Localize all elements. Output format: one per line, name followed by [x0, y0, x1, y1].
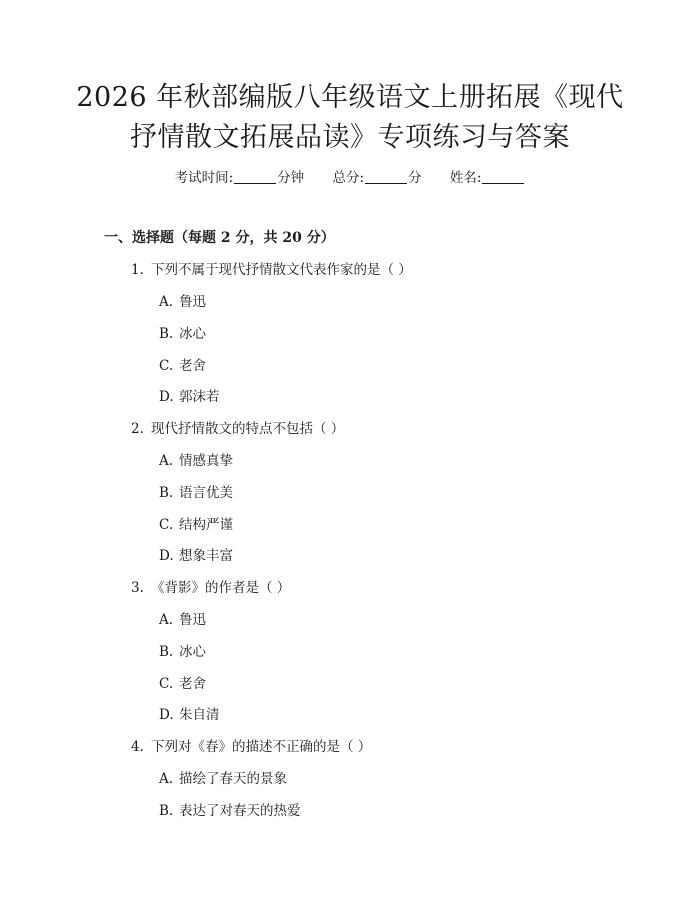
question-text: 现代抒情散文的特点不包括（ ） [151, 421, 345, 437]
question-2 [131, 419, 344, 439]
option-item [159, 356, 206, 376]
option-item [159, 705, 220, 725]
option-letter: B. [159, 644, 174, 660]
option-text: 想象丰富 [179, 548, 233, 564]
option-text: 郭沫若 [179, 389, 220, 405]
exam-time-blank [234, 183, 276, 184]
student-name-label: 姓名: [449, 170, 482, 186]
option-item [159, 546, 233, 566]
option-letter: B. [159, 485, 174, 501]
option-letter: B. [159, 326, 174, 342]
question-number: 1. [131, 262, 144, 278]
option-text: 冰心 [179, 644, 206, 660]
question-text: 下列对《春》的描述不正确的是（ ） [151, 739, 372, 755]
exam-time-unit: 分钟 [277, 170, 305, 186]
question-number: 4. [131, 739, 144, 755]
option-letter: D. [159, 389, 174, 405]
option-item [159, 451, 233, 471]
option-letter: D. [159, 707, 174, 723]
option-item [159, 483, 233, 503]
section-title: 一、选择题（每题 2 分，共 20 分） [104, 230, 335, 246]
option-letter: A. [159, 294, 174, 310]
exam-time-label: 考试时间: [174, 170, 234, 186]
option-text: 老舍 [179, 676, 206, 692]
question-text: 《背影》的作者是（ ） [151, 580, 291, 596]
option-letter: C. [159, 676, 174, 692]
option-item [159, 674, 206, 694]
option-text: 朱自清 [179, 707, 220, 723]
question-text: 下列不属于现代抒情散文代表作家的是（ ） [151, 262, 412, 278]
option-text: 鲁迅 [179, 294, 206, 310]
page-title [0, 78, 700, 158]
option-letter: C. [159, 517, 174, 533]
option-text: 冰心 [179, 326, 206, 342]
option-text: 语言优美 [179, 485, 233, 501]
question-3 [131, 578, 290, 598]
option-letter: A. [159, 612, 174, 628]
option-letter: C. [159, 358, 174, 374]
option-text: 情感真挚 [179, 453, 233, 469]
student-name-field [450, 168, 526, 188]
title-line-2: 抒情散文拓展品读》专项练习与答案 [130, 122, 570, 153]
option-letter: A. [159, 453, 174, 469]
question-1 [131, 260, 412, 280]
option-letter: B. [159, 803, 174, 819]
option-item [159, 769, 287, 789]
question-number: 2. [131, 421, 144, 437]
option-text: 结构严谨 [179, 517, 233, 533]
title-line-1: 2026 年秋部编版八年级语文上册拓展《现代 [76, 82, 624, 113]
option-text: 鲁迅 [179, 612, 206, 628]
option-item [159, 292, 206, 312]
option-item [159, 801, 301, 821]
option-item [159, 324, 206, 344]
question-number: 3. [131, 580, 144, 596]
exam-time-field [175, 168, 305, 188]
option-text: 老舍 [179, 358, 206, 374]
option-item [159, 610, 206, 630]
student-name-blank [482, 183, 524, 184]
option-letter: D. [159, 548, 174, 564]
option-item [159, 642, 206, 662]
total-score-label: 总分: [332, 170, 365, 186]
question-4 [131, 737, 371, 757]
option-item [159, 515, 233, 535]
option-text: 表达了对春天的热爱 [179, 803, 301, 819]
exam-info-row [0, 168, 700, 188]
total-score-field [332, 168, 421, 188]
option-item [159, 387, 220, 407]
total-score-unit: 分 [408, 170, 422, 186]
option-text: 描绘了春天的景象 [179, 771, 287, 787]
total-score-blank [365, 183, 407, 184]
option-letter: A. [159, 771, 174, 787]
